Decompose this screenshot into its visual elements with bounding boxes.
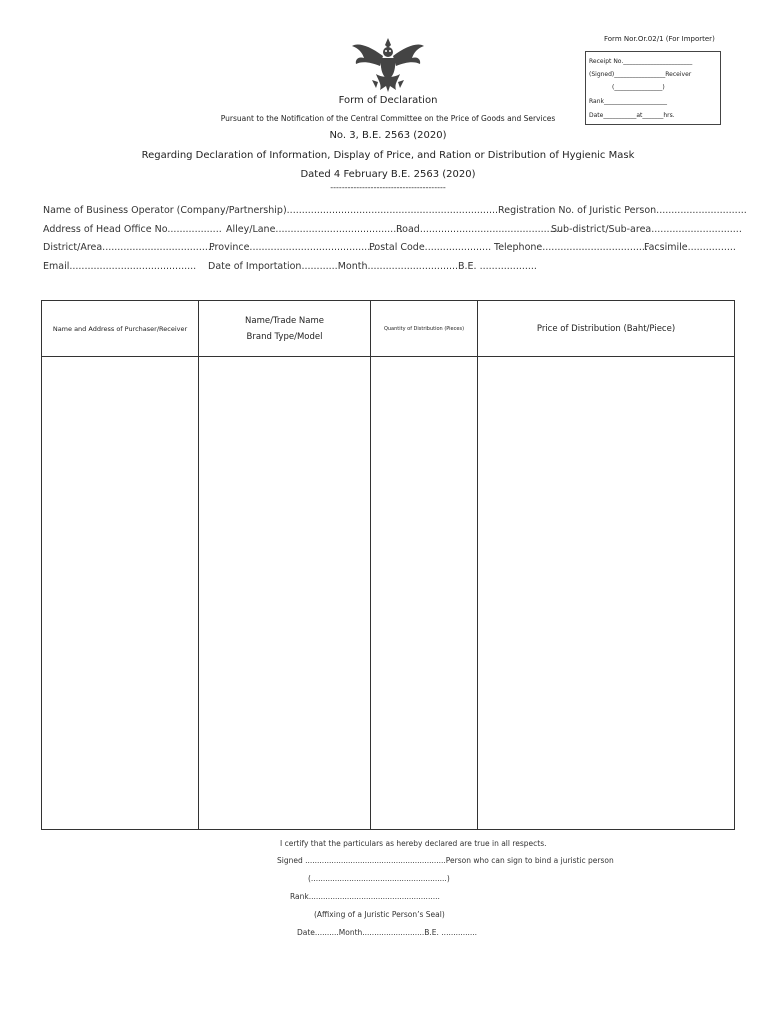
col-trade-name-header [199,301,371,357]
certification-statement: I certify that the particulars as hereby declared are true in all respects. [280,839,547,848]
form-number: Form Nor.Or.02/1 (For Importer) [604,35,715,43]
title-separator: ---------------------------------------- [330,183,446,192]
table-row [42,357,735,830]
signature-line[interactable]: Signed ...........................................................Person who can sign to bind a juristic person [277,856,614,865]
province-field[interactable]: Province.......................................... [209,242,377,253]
alley-lane-field[interactable]: Alley/Lane.......................................... [226,224,403,235]
importation-date-field[interactable]: Date of Importation............Month.............................. [208,261,459,272]
col-purchaser-header: Name and Address of Purchaser/Receiver [42,301,199,357]
signer-rank-line[interactable]: Rank....................................................... [290,892,440,901]
notification-number: No. 3, B.E. 2563 (2020) [329,130,447,141]
seal-note: (Affixing of a Juristic Person’s Seal) [314,910,445,919]
receipt-signed-line: (Signed)_________________Receiver [589,71,692,78]
trade-name-cell[interactable] [199,357,371,830]
certification-date-line[interactable]: Date..........Month..........................B.E. ............... [297,928,478,937]
col-trade-name-line2: Brand Type/Model [246,331,323,342]
receipt-date-line: Date___________at_______hrs. [589,112,675,119]
registration-number-field[interactable]: Registration No. of Juristic Person.............................. [498,205,747,216]
facsimile-field[interactable]: Facsimile................ [644,242,736,253]
operator-name-row [43,205,747,216]
table-header-row [42,301,735,357]
postal-code-field[interactable]: Postal Code...................... [369,242,492,253]
head-office-number-field[interactable]: Address of Head Office No.................. [43,224,222,235]
subject-line: Regarding Declaration of Information, Display of Price, and Ration or Distribution of Hygienic Mask [141,150,635,161]
price-cell[interactable] [478,357,735,830]
district-field[interactable]: District/Area..................................... [43,242,214,253]
road-field[interactable]: Road............................................... [396,224,562,235]
sub-district-field[interactable]: Sub-district/Sub-area.............................. [551,224,742,235]
receipt-name-line: (________________) [612,84,665,91]
email-field[interactable]: Email.......................................... [43,261,197,272]
notification-reference: Pursuant to the Notification of the Central Committee on the Price of Goods and Services [220,114,556,123]
receipt-number-line: Receipt No._______________________ [589,58,693,65]
distribution-table [41,300,735,830]
dated-line: Dated 4 February B.E. 2563 (2020) [300,169,476,180]
purchaser-cell[interactable] [42,357,199,830]
quantity-cell[interactable] [371,357,478,830]
receipt-rank-line: Rank_____________________ [589,98,667,105]
col-trade-name-line1: Name/Trade Name [245,315,324,326]
operator-name-field[interactable]: Name of Business Operator (Company/Partnership)...................................................................... [43,205,499,216]
form-title: Form of Declaration [338,95,438,106]
be-year-field[interactable]: B.E. ................... [458,261,537,272]
col-price-header: Price of Distribution (Baht/Piece) [478,301,735,357]
telephone-field[interactable]: Telephone................................... [494,242,648,253]
garuda-emblem-icon [350,36,426,94]
signer-name-line[interactable]: (.........................................................) [308,874,450,883]
col-quantity-header: Quantity of Distribution (Pieces) [371,301,478,357]
